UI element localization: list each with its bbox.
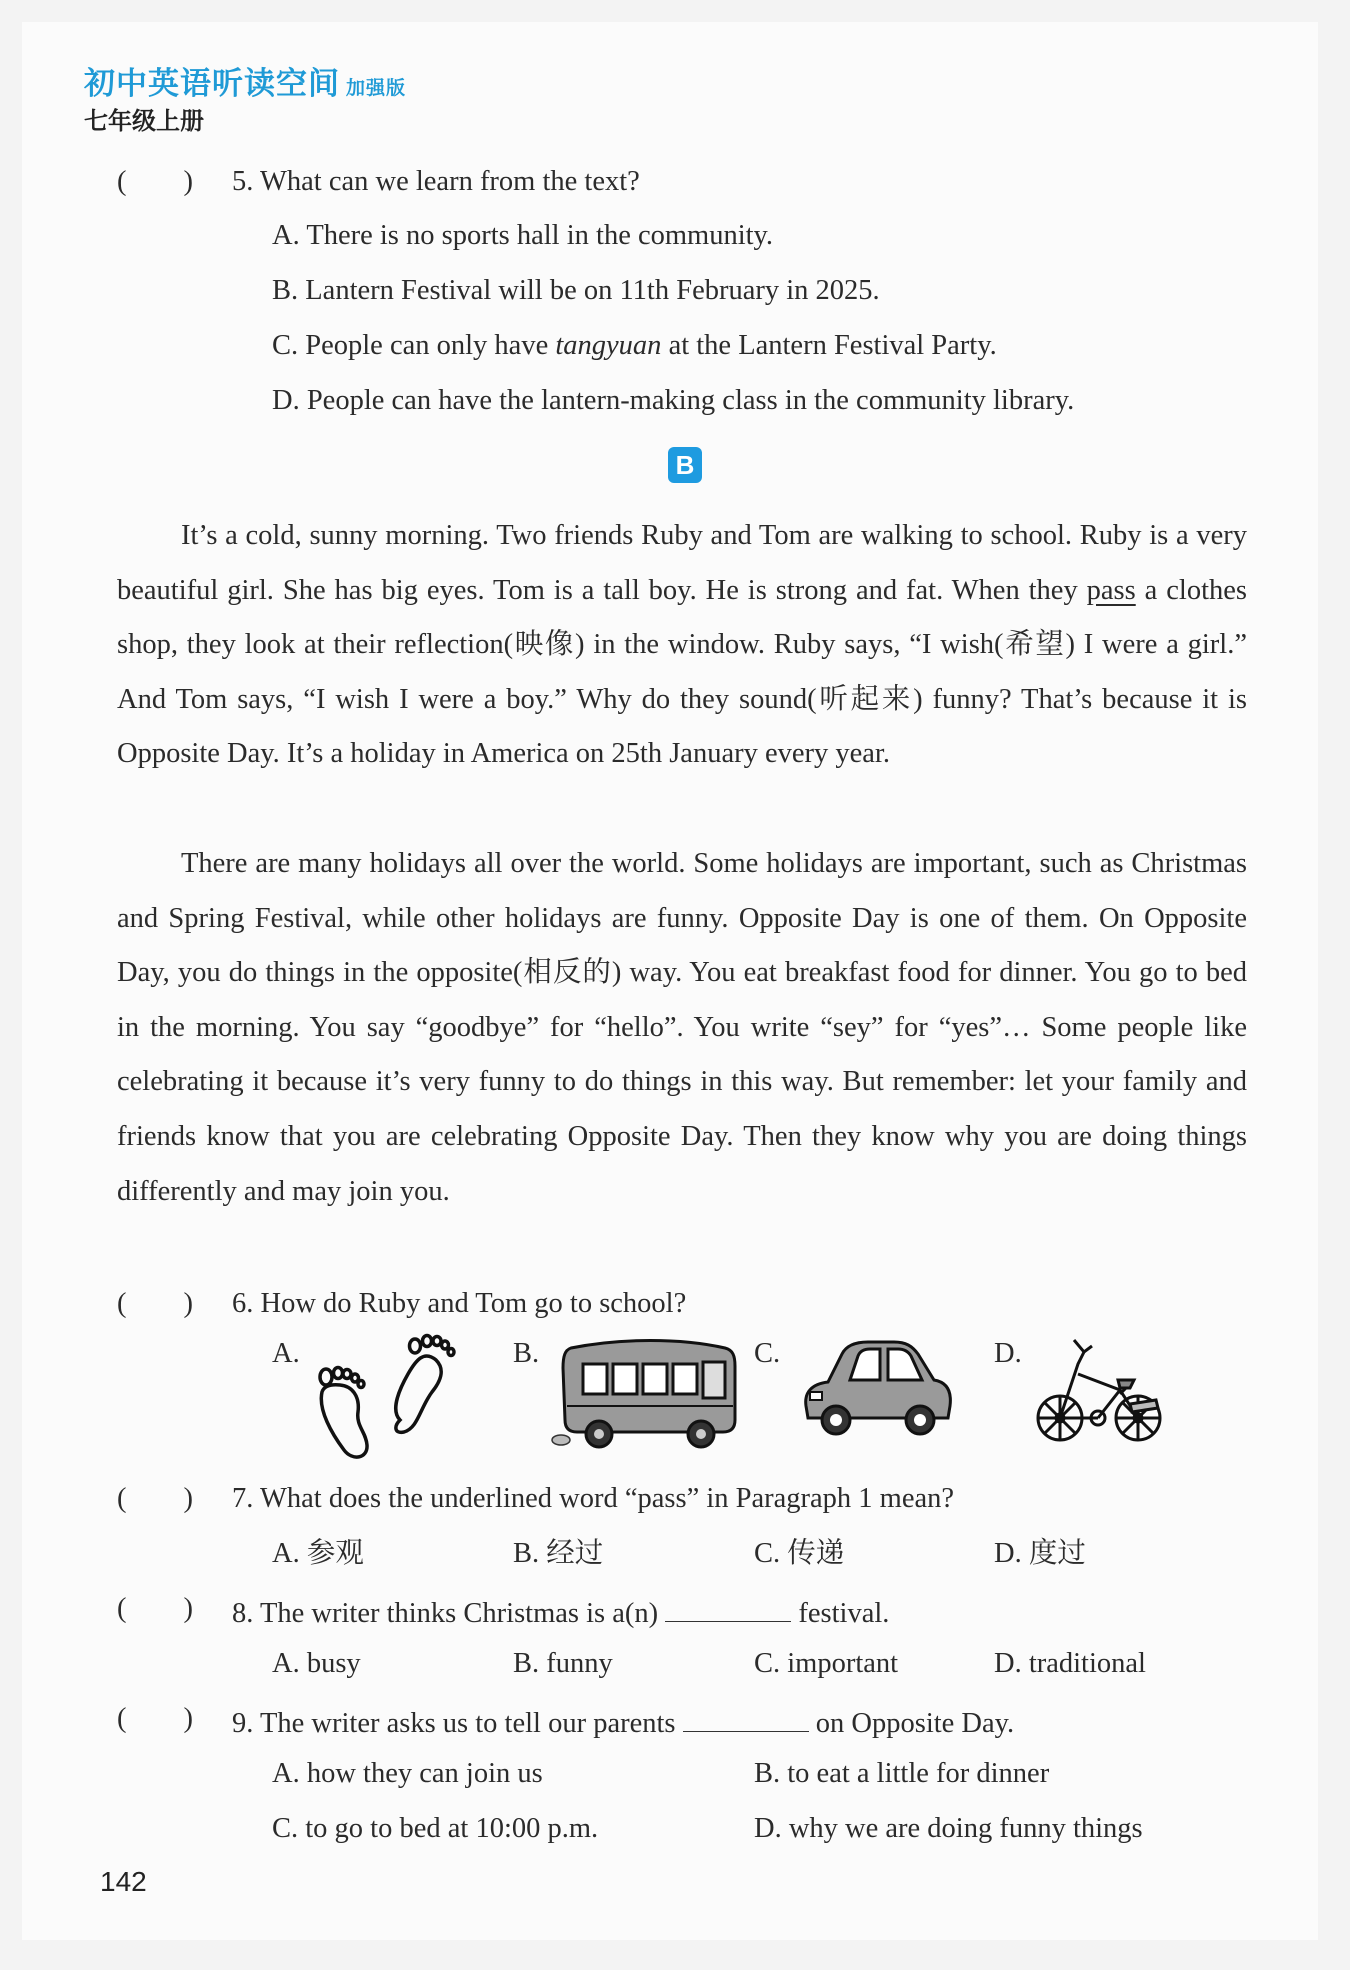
q8-option-a: A. busy xyxy=(272,1648,361,1679)
book-title xyxy=(84,58,406,103)
q9-option-c: C. to go to bed at 10:00 p.m. xyxy=(272,1813,599,1844)
q8-option-d: D. traditional xyxy=(994,1648,1146,1679)
page-number: 142 xyxy=(100,1866,147,1897)
bicycle-icon xyxy=(1034,1334,1166,1448)
q8-blank[interactable] xyxy=(665,1595,791,1622)
car-icon xyxy=(798,1336,954,1440)
q7-stem: 7. What does the underlined word “pass” in Paragraph 1 mean? xyxy=(232,1483,955,1514)
q6-stem: 6. How do Ruby and Tom go to school? xyxy=(232,1288,687,1319)
q9-option-b: B. to eat a little for dinner xyxy=(754,1758,1050,1789)
book-title-text: 初中英语听读空间 xyxy=(84,66,340,102)
q6-option-d-label: D. xyxy=(994,1338,1022,1369)
q5-answer-paren[interactable]: ( ) xyxy=(117,166,193,197)
q8-stem: 8. The writer thinks Christmas is a(n) festival. xyxy=(232,1595,889,1629)
q7-option-c: C. 传递 xyxy=(754,1538,845,1569)
q8-option-b: B. funny xyxy=(513,1648,613,1679)
q5-option-c: C. People can only have tangyuan at the Lantern Festival Party. xyxy=(272,330,997,361)
footprints-icon xyxy=(312,1330,460,1462)
q5-option-d: D. People can have the lantern-making class in the community library. xyxy=(272,385,1075,416)
section-b-badge: B xyxy=(668,447,702,483)
q5-option-b: B. Lantern Festival will be on 11th February in 2025. xyxy=(272,275,880,306)
q6-option-c-label: C. xyxy=(754,1338,781,1369)
passage-paragraph-2: There are many holidays all over the world. Some holidays are important, such as Christmas and Spring Festival, while other holidays are funny. Opposite Day is one of them. On Opposite Day, you do things in the opposite(相反的) way. You eat breakfast food for dinner. You go to bed in the morning. You say “goodbye” for “hello”. You write “sey” for “yes”… Some people like celebrating it because it’s very funny to do things in this way. But remember: let your family and friends know that you are celebrating Opposite Day. Then they know why you are doing things differently and may join you. xyxy=(117,848,1247,1207)
q7-answer-paren[interactable]: ( ) xyxy=(117,1483,193,1514)
q9-answer-paren[interactable]: ( ) xyxy=(117,1703,193,1734)
q8-answer-paren[interactable]: ( ) xyxy=(117,1593,193,1624)
q7-option-d: D. 度过 xyxy=(994,1538,1086,1569)
passage-paragraph-1: It’s a cold, sunny morning. Two friends Ruby and Tom are walking to school. Ruby is a very beautiful girl. She has big eyes. Tom is a tall boy. He is strong and fat. When they pass a clothes shop, they look at their reflection(映像) in the window. Ruby says, “I wish(希望) I were a girl.” And Tom says, “I wish I were a boy.” Why do they sound(听起来) funny? That’s because it is Opposite Day. It’s a holiday in America on 25th January every year. xyxy=(117,520,1247,770)
q9-option-a: A. how they can join us xyxy=(272,1758,543,1789)
q6-option-b-label: B. xyxy=(513,1338,540,1369)
q9-blank[interactable] xyxy=(683,1705,809,1732)
q9-option-d: D. why we are doing funny things xyxy=(754,1813,1143,1844)
q5-option-a: A. There is no sports hall in the community. xyxy=(272,220,774,251)
bus-icon xyxy=(551,1336,737,1450)
q5-stem: 5. What can we learn from the text? xyxy=(232,166,640,197)
q6-answer-paren[interactable]: ( ) xyxy=(117,1288,193,1319)
q7-option-b: B. 经过 xyxy=(513,1538,604,1569)
q9-stem: 9. The writer asks us to tell our parents on Opposite Day. xyxy=(232,1705,1014,1739)
q6-option-a-label: A. xyxy=(272,1338,300,1369)
q8-option-c: C. important xyxy=(754,1648,899,1679)
q7-option-a: A. 参观 xyxy=(272,1538,364,1569)
underlined-word-pass: pass xyxy=(1086,574,1136,606)
grade-label: 七年级上册 xyxy=(84,107,204,135)
edition-label: 加强版 xyxy=(346,77,407,99)
